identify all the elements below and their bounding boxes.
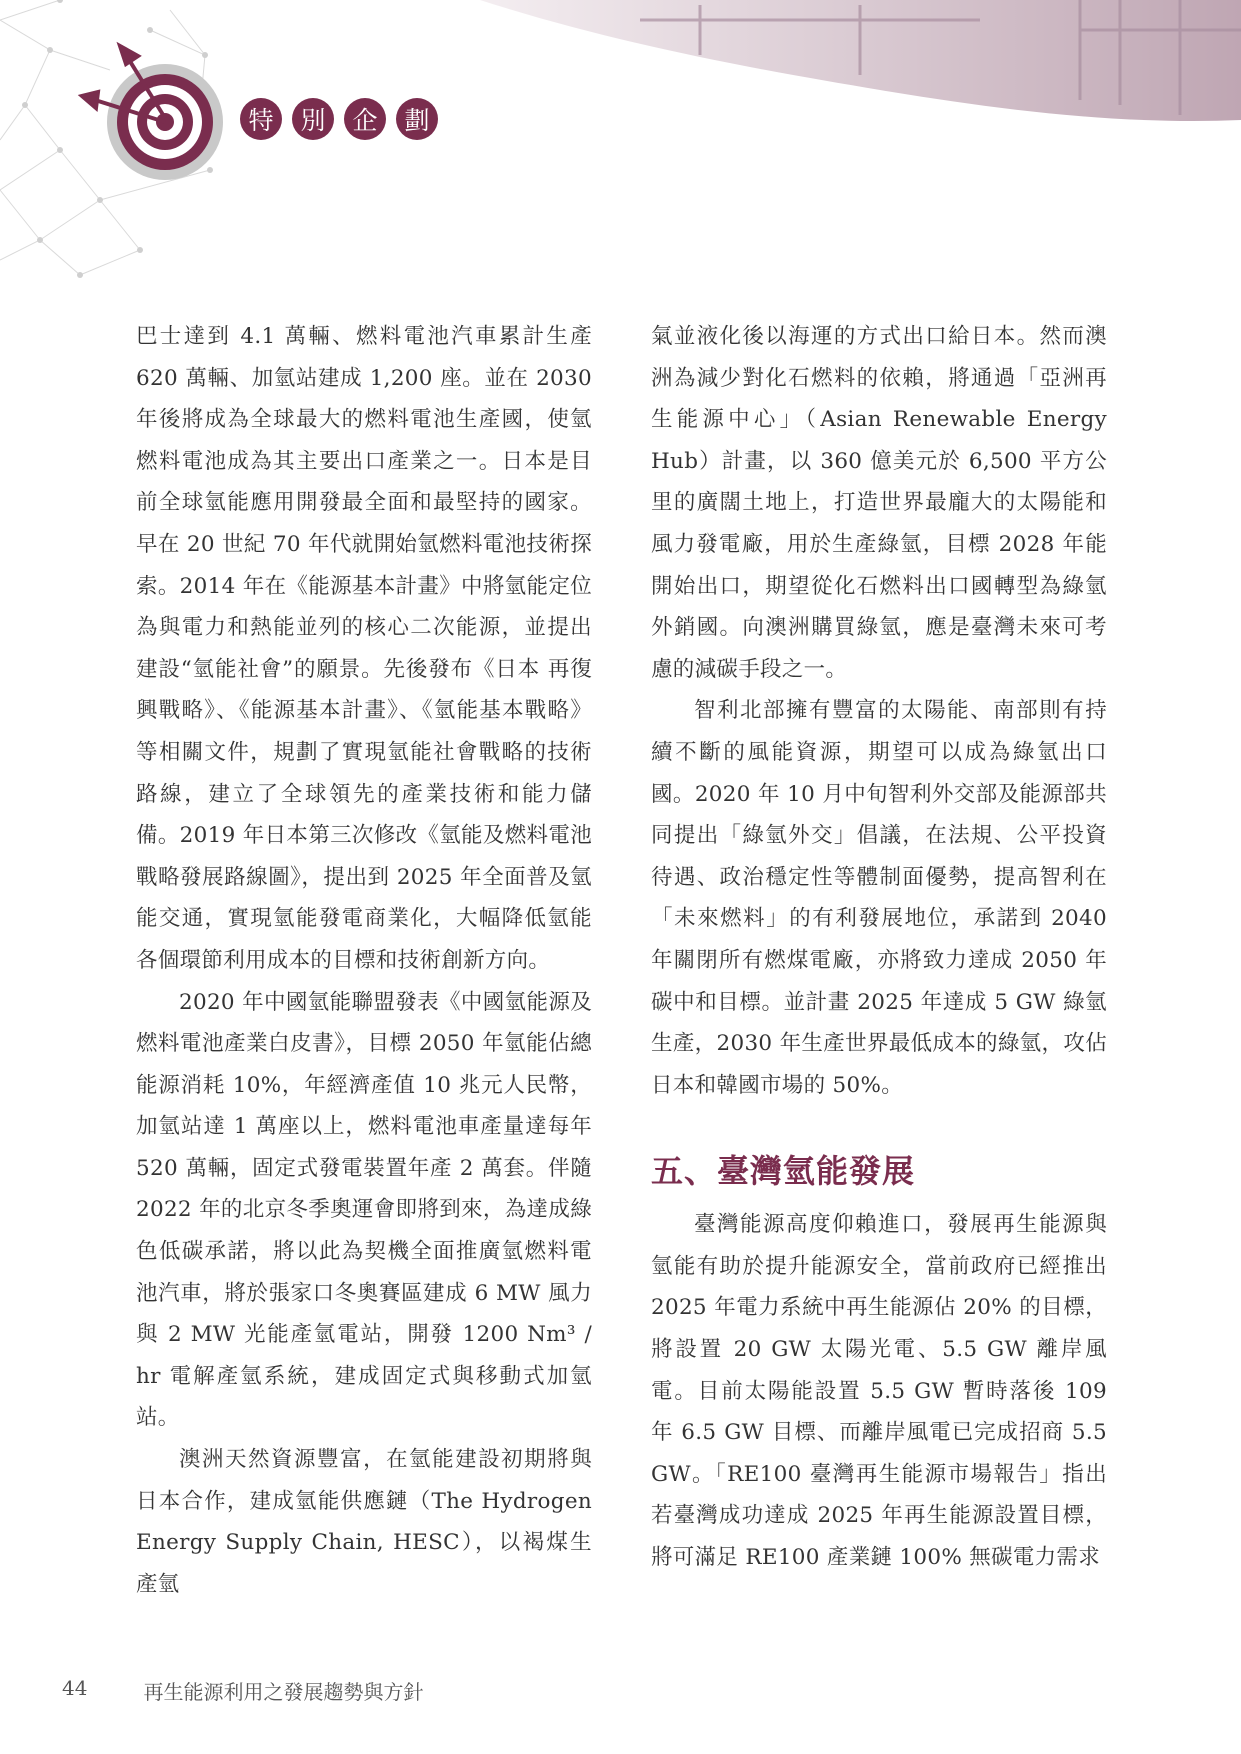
badge-char: 企 bbox=[344, 98, 386, 140]
paragraph: 澳洲天然資源豐富，在氫能建設初期將與日本合作，建成氫能供應鏈（The Hydrogen Energy Supply Chain, HESC），以褐煤生產氫 bbox=[136, 1447, 592, 1597]
footer-title: 再生能源利用之發展趨勢與方針 bbox=[143, 1680, 424, 1704]
page-number: 44 bbox=[62, 1676, 88, 1700]
header-decoration bbox=[0, 0, 1241, 300]
paragraph: 巴士達到 4.1 萬輛、燃料電池汽車累計生產 620 萬輛、加氫站建成 1,200 座。並在 2030 年後將成為全球最大的燃料電池生產國，使氫燃料電池成為其主要出口產業之一。日本是目前全球氫能應用開發最全面和最堅持的國家。早在 20 世紀 70 年代就開始氫燃料電池技術探索。2014 年在《能源基本計畫》中將氫能定位為與電力和熱能並列的核心二次能源，並提出建設“氫能社會”的願景。先後發布《日本 再復興戰略》、《能源基本計畫》、《氫能基本戰略》等相關文件，規劃了實現氫能社會戰略的技術路線，建立了全球領先的產業技術和能力儲備。2019 年日本第三次修改《氫能及燃料電池戰略發展路線圖》，提出到 2025 年全面普及氫能交通，實現氫能發電商業化，大幅降低氫能各個環節利用成本的目標和技術創新方向。 bbox=[136, 324, 592, 973]
section-badge bbox=[240, 98, 438, 140]
paragraph: 智利北部擁有豐富的太陽能、南部則有持續不斷的風能資源，期望可以成為綠氫出口國。2020 年 10 月中旬智利外交部及能源部共同提出「綠氫外交」倡議，在法規、公平投資待遇、政治穩定性等體制面優勢，提高智利在「未來燃料」的有利發展地位，承諾到 2040 年關閉所有燃煤電廠，亦將致力達成 2050 年碳中和目標。並計畫 2025 年達成 5 GW 綠氫生產，2030 年生產世界最低成本的綠氫，攻佔日本和韓國市場的 50%。 bbox=[651, 698, 1107, 1098]
badge-char: 別 bbox=[292, 98, 334, 140]
section-heading: 五、臺灣氫能發展 bbox=[651, 1152, 916, 1191]
paragraph: 2020 年中國氫能聯盟發表《中國氫能源及燃料電池產業白皮書》，目標 2050 年氫能佔總能源消耗 10%，年經濟產值 10 兆元人民幣，加氫站達 1 萬座以上，燃料電池車產量達每年 520 萬輛，固定式發電裝置年產 2 萬套。伴隨2022 年的北京冬季奧運會即將到來，為達成綠色低碳承諾，將以此為契機全面推廣氫燃料電池汽車，將於張家口冬奧賽區建成 6 MW 風力與 2 MW 光能產氫電站，開發 1200 Nm³ / hr 電解產氫系統，建成固定式與移動式加氫站。 bbox=[136, 989, 592, 1431]
left-column bbox=[136, 316, 592, 1605]
badge-char: 特 bbox=[240, 98, 282, 140]
page-footer bbox=[62, 1676, 423, 1705]
right-column bbox=[651, 316, 1107, 1579]
paragraph: 臺灣能源高度仰賴進口，發展再生能源與氫能有助於提升能源安全，當前政府已經推出 2025 年電力系統中再生能源佔 20% 的目標，將設置 20 GW 太陽光電、5.5 GW 離岸風電。目前太陽能設置 5.5 GW 暫時落後 109 年 6.5 GW 目標、而離岸風電已完成招商 5.5 GW。「RE100 臺灣再生能源市場報告」指出若臺灣成功達成 2025 年再生能源設置目標，將可滿足 RE100 產業鏈 100% 無碳電力需求 bbox=[651, 1212, 1107, 1571]
badge-char: 劃 bbox=[396, 98, 438, 140]
port-crane-photo bbox=[480, 0, 1241, 121]
paragraph: 氣並液化後以海運的方式出口給日本。然而澳洲為減少對化石燃料的依賴，將通過「亞洲再生能源中心」（Asian Renewable Energy Hub）計畫，以 360 億美元於 6,500 平方公里的廣闊土地上，打造世界最龐大的太陽能和風力發電廠，用於生產綠氫，目標 2028 年能開始出口，期望從化石燃料出口國轉型為綠氫外銷國。向澳洲購買綠氫，應是臺灣未來可考慮的減碳手段之一。 bbox=[651, 324, 1107, 682]
